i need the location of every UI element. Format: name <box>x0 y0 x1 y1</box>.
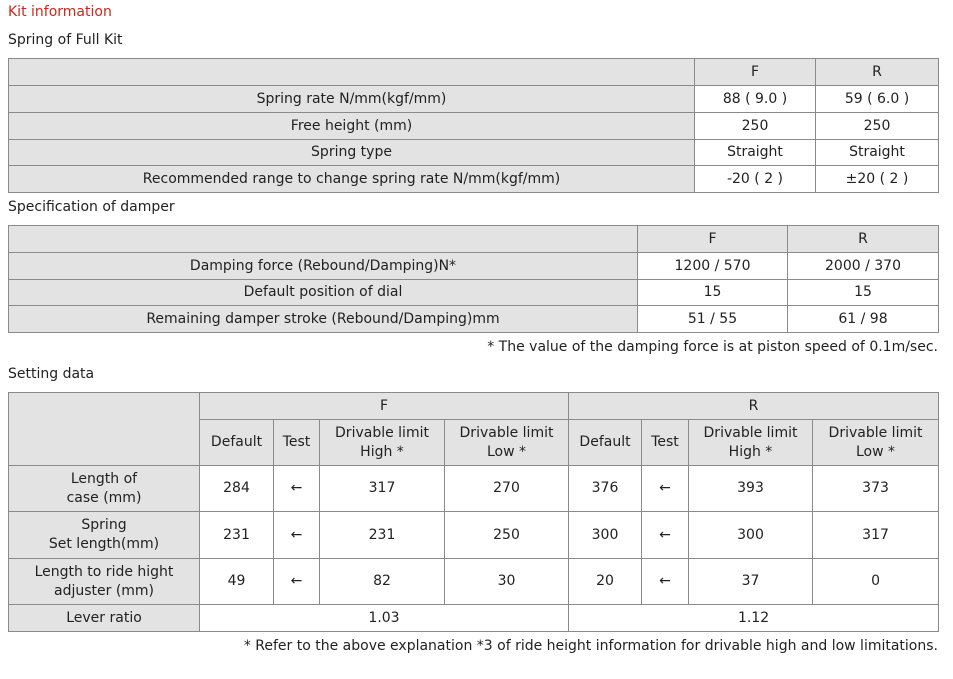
r-test-value: ← <box>642 466 689 512</box>
table-row <box>9 166 939 193</box>
value-r: 2000 / 370 <box>788 253 939 280</box>
r-high-value: 37 <box>689 559 813 605</box>
header-line: Low * <box>856 443 896 460</box>
f-high-value: 317 <box>320 466 445 512</box>
damper-header-f: F <box>638 226 788 253</box>
r-high-value: 300 <box>689 512 813 559</box>
f-test-value: ← <box>274 512 320 559</box>
f-low-header <box>445 420 569 466</box>
f-test-value: ← <box>274 559 320 605</box>
lever-ratio-r: 1.12 <box>569 605 939 632</box>
header-line: Drivable limit <box>335 424 429 441</box>
r-low-value: 317 <box>813 512 939 559</box>
r-high-value: 393 <box>689 466 813 512</box>
value-f: 15 <box>638 280 788 306</box>
row-label: Free height (mm) <box>9 113 695 140</box>
header-line: High * <box>728 443 773 460</box>
value-r: 59 ( 6.0 ) <box>816 86 939 113</box>
row-label: Default position of dial <box>9 280 638 306</box>
row-label <box>9 466 200 512</box>
row-label: Spring type <box>9 140 695 166</box>
value-r: 61 / 98 <box>788 306 939 333</box>
f-high-value: 82 <box>320 559 445 605</box>
spring-section-title: Spring of Full Kit <box>8 32 123 48</box>
spring-header-row <box>9 59 939 86</box>
spring-table <box>8 58 939 193</box>
r-default-value: 20 <box>569 559 642 605</box>
damper-table <box>8 225 939 333</box>
f-low-value: 30 <box>445 559 569 605</box>
lever-ratio-label: Lever ratio <box>9 605 200 632</box>
row-label <box>9 559 200 605</box>
row-label: Damping force (Rebound/Damping)N* <box>9 253 638 280</box>
label-line: case (mm) <box>66 489 142 506</box>
table-row <box>9 306 939 333</box>
r-default-value: 376 <box>569 466 642 512</box>
r-test-header: Test <box>642 420 689 466</box>
f-low-value: 250 <box>445 512 569 559</box>
setting-section-title: Setting data <box>8 366 95 382</box>
lever-ratio-f: 1.03 <box>200 605 569 632</box>
label-line: Set length(mm) <box>48 536 160 552</box>
value-r: Straight <box>816 140 939 166</box>
r-low-header <box>813 420 939 466</box>
value-f: 1200 / 570 <box>638 253 788 280</box>
table-row <box>9 140 939 166</box>
r-low-value: 0 <box>813 559 939 605</box>
table-row <box>9 253 939 280</box>
table-row <box>9 512 939 559</box>
f-test-value: ← <box>274 466 320 512</box>
row-label: Remaining damper stroke (Rebound/Damping)mm <box>9 306 638 333</box>
table-row <box>9 113 939 140</box>
setting-footnote: * Refer to the above explanation *3 of ride height information for drivable high and low limitations. <box>243 638 938 654</box>
row-label: Recommended range to change spring rate N/mm(kgf/mm) <box>9 166 695 193</box>
setting-group-header-row <box>9 393 939 420</box>
f-high-value: 231 <box>320 512 445 559</box>
damper-header-row <box>9 226 939 253</box>
r-test-value: ← <box>642 559 689 605</box>
value-f: Straight <box>695 140 816 166</box>
table-row <box>9 280 939 306</box>
kit-information-title: Kit information <box>8 4 112 20</box>
label-line: Length to ride hight <box>34 563 174 580</box>
r-test-value: ← <box>642 512 689 559</box>
label-line: Length of <box>70 470 138 487</box>
value-r: 15 <box>788 280 939 306</box>
setting-header-r: R <box>569 393 939 420</box>
value-r: ±20 ( 2 ) <box>816 166 939 193</box>
spring-header-f: F <box>695 59 816 86</box>
header-line: Drivable limit <box>459 424 554 441</box>
table-row <box>9 559 939 605</box>
header-line: High * <box>360 443 404 460</box>
r-default-value: 300 <box>569 512 642 559</box>
lever-ratio-row <box>9 605 939 632</box>
value-f: 51 / 55 <box>638 306 788 333</box>
row-label: Spring rate N/mm(kgf/mm) <box>9 86 695 113</box>
label-line: Spring <box>81 517 127 533</box>
setting-header-blank <box>9 393 200 466</box>
damper-section-title: Specification of damper <box>8 199 175 215</box>
table-row <box>9 466 939 512</box>
damper-header-blank <box>9 226 638 253</box>
label-line: adjuster (mm) <box>53 582 155 599</box>
f-test-header: Test <box>274 420 320 466</box>
f-low-value: 270 <box>445 466 569 512</box>
value-f: -20 ( 2 ) <box>695 166 816 193</box>
spring-header-r: R <box>816 59 939 86</box>
r-default-header: Default <box>569 420 642 466</box>
f-default-header: Default <box>200 420 274 466</box>
f-default-value: 49 <box>200 559 274 605</box>
value-f: 88 ( 9.0 ) <box>695 86 816 113</box>
value-r: 250 <box>816 113 939 140</box>
header-line: Drivable limit <box>828 424 923 441</box>
f-high-header <box>320 420 445 466</box>
f-default-value: 284 <box>200 466 274 512</box>
damper-header-r: R <box>788 226 939 253</box>
setting-header-f: F <box>200 393 569 420</box>
spring-header-blank <box>9 59 695 86</box>
f-default-value: 231 <box>200 512 274 559</box>
header-line: Drivable limit <box>703 424 798 441</box>
table-row <box>9 86 939 113</box>
header-line: Low * <box>486 443 527 460</box>
setting-table <box>8 392 939 632</box>
row-label <box>9 512 200 559</box>
damper-footnote: * The value of the damping force is at piston speed of 0.1m/sec. <box>487 339 938 355</box>
value-f: 250 <box>695 113 816 140</box>
r-high-header <box>689 420 813 466</box>
r-low-value: 373 <box>813 466 939 512</box>
